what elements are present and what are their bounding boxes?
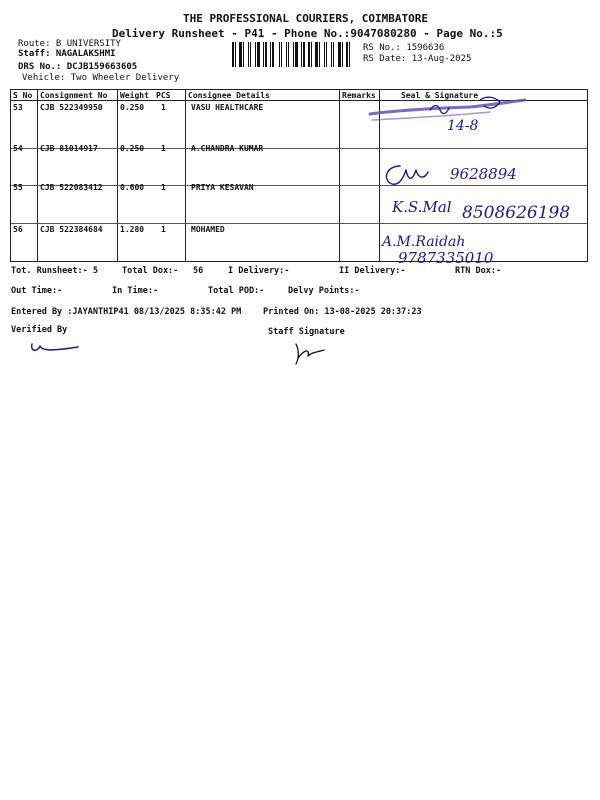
barcode-bar bbox=[349, 42, 350, 67]
barcode-bar bbox=[295, 42, 298, 67]
drs-number: DRS No.: DCJB159663605 bbox=[18, 62, 138, 72]
barcode-bar bbox=[319, 42, 320, 67]
barcode-bar bbox=[346, 42, 348, 67]
barcode-bar bbox=[308, 42, 310, 67]
total-runsheet: Tot. Runsheet:- 5 bbox=[11, 266, 98, 276]
row-consignee: A.CHANDRA KUMAR bbox=[191, 144, 264, 153]
company-name: THE PROFESSIONAL COURIERS, COIMBATORE bbox=[183, 12, 429, 25]
handwritten-phone-row-4: 9787335010 bbox=[398, 249, 494, 267]
route-label: Route: B UNIVERSITY bbox=[18, 39, 121, 49]
barcode-bar bbox=[326, 42, 327, 67]
row-pcs: 1 bbox=[161, 183, 166, 192]
barcode-bar bbox=[331, 42, 332, 67]
barcode-bar bbox=[239, 42, 242, 67]
barcode-bar bbox=[237, 42, 238, 67]
barcode-bar bbox=[265, 42, 267, 67]
barcode-bar bbox=[299, 42, 300, 67]
row-consignment: CJB 522349950 bbox=[40, 103, 103, 112]
i-delivery: I Delivery:- bbox=[228, 266, 290, 276]
barcode-bar bbox=[281, 42, 282, 67]
row-sno: 55 bbox=[13, 183, 23, 192]
header-weight: Weight bbox=[120, 91, 149, 100]
ii-delivery: II Delivery:- bbox=[339, 266, 406, 276]
barcode-bar bbox=[313, 42, 314, 67]
staff-signature-mark bbox=[290, 340, 330, 368]
barcode-bar bbox=[261, 42, 262, 67]
header-remarks: Remarks bbox=[342, 91, 376, 100]
barcode-bar bbox=[257, 42, 260, 67]
barcode-bar bbox=[263, 42, 264, 67]
out-time: Out Time:- bbox=[11, 286, 63, 296]
rs-number: RS No.: 1596636 bbox=[363, 43, 445, 53]
barcode-bar bbox=[250, 42, 251, 67]
row-sno: 54 bbox=[13, 144, 23, 153]
vehicle-label: Vehicle: Two Wheeler Delivery bbox=[22, 73, 180, 83]
barcode-bar bbox=[335, 42, 337, 67]
barcode-bar bbox=[248, 42, 249, 67]
row-weight: 1.280 bbox=[120, 225, 145, 234]
entered-by: Entered By :JAYANTHIP41 08/13/2025 8:35:42 PM bbox=[11, 307, 242, 317]
barcode-bar bbox=[243, 42, 244, 67]
barcode-bar bbox=[333, 42, 334, 67]
barcode-bar bbox=[342, 42, 343, 67]
handwritten-phone-row-2: 9628894 bbox=[450, 165, 517, 183]
barcode-bar bbox=[272, 42, 274, 67]
barcode-bar bbox=[275, 42, 278, 67]
row-consignment: CJB 81014917 bbox=[40, 144, 98, 153]
handwritten-date: 14-8 bbox=[447, 118, 479, 134]
header-pcs: PCS bbox=[156, 91, 171, 100]
runsheet-subtitle: Delivery Runsheet - P41 - Phone No.:9047080280 - Page No.:5 bbox=[112, 27, 503, 40]
barcode-bar bbox=[328, 42, 330, 67]
barcode-bar bbox=[232, 42, 234, 67]
verified-signature bbox=[28, 338, 88, 356]
row-consignee: PRIYA KESAVAN bbox=[191, 183, 254, 192]
barcode-bar bbox=[303, 42, 305, 67]
barcode-bar bbox=[311, 42, 312, 67]
row-weight: 0.250 bbox=[120, 103, 145, 112]
barcode-bar bbox=[293, 42, 294, 67]
barcode-bar bbox=[235, 42, 236, 67]
row-sno: 56 bbox=[13, 225, 23, 234]
rs-date: RS Date: 13-Aug-2025 bbox=[363, 54, 472, 64]
barcode-bar bbox=[288, 42, 289, 67]
header-seal-signature: Seal & Signature bbox=[401, 91, 479, 100]
barcode-bar bbox=[301, 42, 302, 67]
barcode-bar bbox=[286, 42, 287, 67]
printed-on: Printed On: 13-08-2025 20:37:23 bbox=[263, 307, 422, 317]
row-pcs: 1 bbox=[161, 225, 166, 234]
delvy-points: Delvy Points:- bbox=[288, 286, 360, 296]
row-consignment: CJB 522384684 bbox=[40, 225, 103, 234]
row-pcs: 1 bbox=[161, 144, 166, 153]
handwritten-phone-row-3: 8508626198 bbox=[462, 203, 571, 223]
row-consignee: MOHAMED bbox=[191, 225, 225, 234]
barcode-bar bbox=[344, 42, 345, 67]
barcode-bar bbox=[252, 42, 254, 67]
header-consignee: Consignee Details bbox=[188, 91, 270, 100]
barcode-bar bbox=[279, 42, 280, 67]
header-consignment: Consignment No bbox=[40, 91, 108, 100]
barcode-bar bbox=[321, 42, 323, 67]
handwritten-name-row-3: K.S.Mal bbox=[392, 198, 452, 216]
rtn-dox: RTN Dox:- bbox=[455, 266, 502, 276]
total-dox-label: Total Dox:- bbox=[122, 266, 179, 276]
row-consignee: VASU HEALTHCARE bbox=[191, 103, 264, 112]
barcode-bar bbox=[306, 42, 307, 67]
barcode-bar bbox=[245, 42, 247, 67]
row-weight: 0.250 bbox=[120, 144, 145, 153]
row-weight: 0.600 bbox=[120, 183, 145, 192]
row-sno: 53 bbox=[13, 103, 23, 112]
signature-row-2 bbox=[380, 158, 440, 192]
barcode bbox=[232, 42, 356, 67]
barcode-bar bbox=[290, 42, 292, 67]
in-time: In Time:- bbox=[112, 286, 159, 296]
row-pcs: 1 bbox=[161, 103, 166, 112]
handwritten-name-row-4: A.M.Raidah bbox=[382, 234, 466, 250]
row-consignment: CJB 522083412 bbox=[40, 183, 103, 192]
barcode-bar bbox=[283, 42, 285, 67]
barcode-bar bbox=[268, 42, 269, 67]
verified-by-label: Verified By bbox=[11, 325, 68, 335]
barcode-bar bbox=[315, 42, 318, 67]
total-dox-value: 56 bbox=[193, 266, 204, 276]
staff-signature-label: Staff Signature bbox=[268, 327, 345, 337]
barcode-bar bbox=[338, 42, 341, 67]
total-pod: Total POD:- bbox=[208, 286, 265, 296]
barcode-bar bbox=[255, 42, 256, 67]
barcode-bar bbox=[270, 42, 271, 67]
staff-label: Staff: NAGALAKSHMI bbox=[18, 49, 116, 59]
barcode-bar bbox=[324, 42, 325, 67]
header-sno: S No bbox=[13, 91, 33, 100]
